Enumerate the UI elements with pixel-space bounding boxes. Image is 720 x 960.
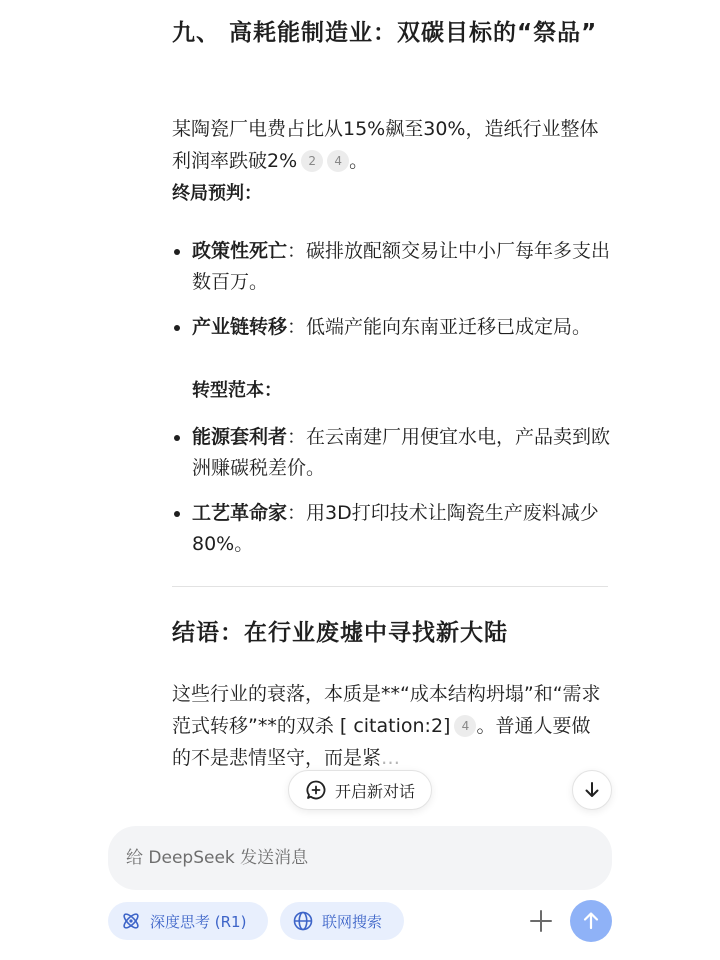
message-input[interactable]: [108, 826, 586, 890]
list-item: 政策性死亡：碳排放配额交易让中小厂每年多支出数百万。: [172, 236, 612, 298]
send-button[interactable]: [570, 900, 612, 942]
conclusion-paragraph: 这些行业的衰落，本质是**“成本结构坍塌”和“需求范式转移”**的双杀 [ citation:2] 4 。普通人要做的不是悲情坚守，而是紧…: [172, 683, 601, 769]
citation-badge[interactable]: 2: [301, 150, 323, 172]
citation-badge[interactable]: 4: [327, 150, 349, 172]
new-chat-icon: [305, 779, 327, 801]
section-paragraph: 某陶瓷厂电费占比从15%飙至30%，造纸行业整体利润率跌破2% 2 4 。: [172, 118, 599, 172]
citation-badge[interactable]: 4: [454, 715, 476, 737]
outlook-label: 终局预判：: [172, 183, 262, 204]
outlook-list: [172, 236, 612, 343]
new-chat-label: 开启新对话: [334, 783, 415, 801]
atom-icon: [120, 910, 142, 932]
list-item: 产业链转移：低端产能向东南亚迁移已成定局。: [172, 312, 612, 343]
plus-icon: [528, 908, 554, 934]
list-item: 能源套利者：在云南建厂用便宜水电，产品卖到欧洲赚碳税差价。: [172, 422, 612, 484]
section-heading: 九、 高耗能制造业：双碳目标的“祭品”: [172, 20, 598, 46]
scroll-down-button[interactable]: [572, 770, 612, 810]
arrow-up-icon: [580, 910, 602, 932]
globe-icon: [292, 910, 314, 932]
model-list: [172, 422, 612, 560]
web-search-toggle[interactable]: [280, 902, 404, 940]
new-chat-button[interactable]: [288, 770, 432, 810]
deep-think-toggle[interactable]: [108, 902, 268, 940]
section-divider: [172, 586, 608, 587]
attach-button[interactable]: [524, 904, 558, 938]
list-item: 工艺革命家：用3D打印技术让陶瓷生产废料减少80%。: [172, 498, 612, 560]
message-composer: [108, 826, 612, 890]
arrow-down-icon: [582, 780, 602, 800]
model-label: 转型范本：: [192, 380, 282, 401]
conclusion-heading: 结语：在行业废墟中寻找新大陆: [172, 620, 508, 646]
web-search-label: 联网搜索: [322, 912, 383, 931]
deep-think-label: 深度思考 (R1): [150, 912, 247, 931]
